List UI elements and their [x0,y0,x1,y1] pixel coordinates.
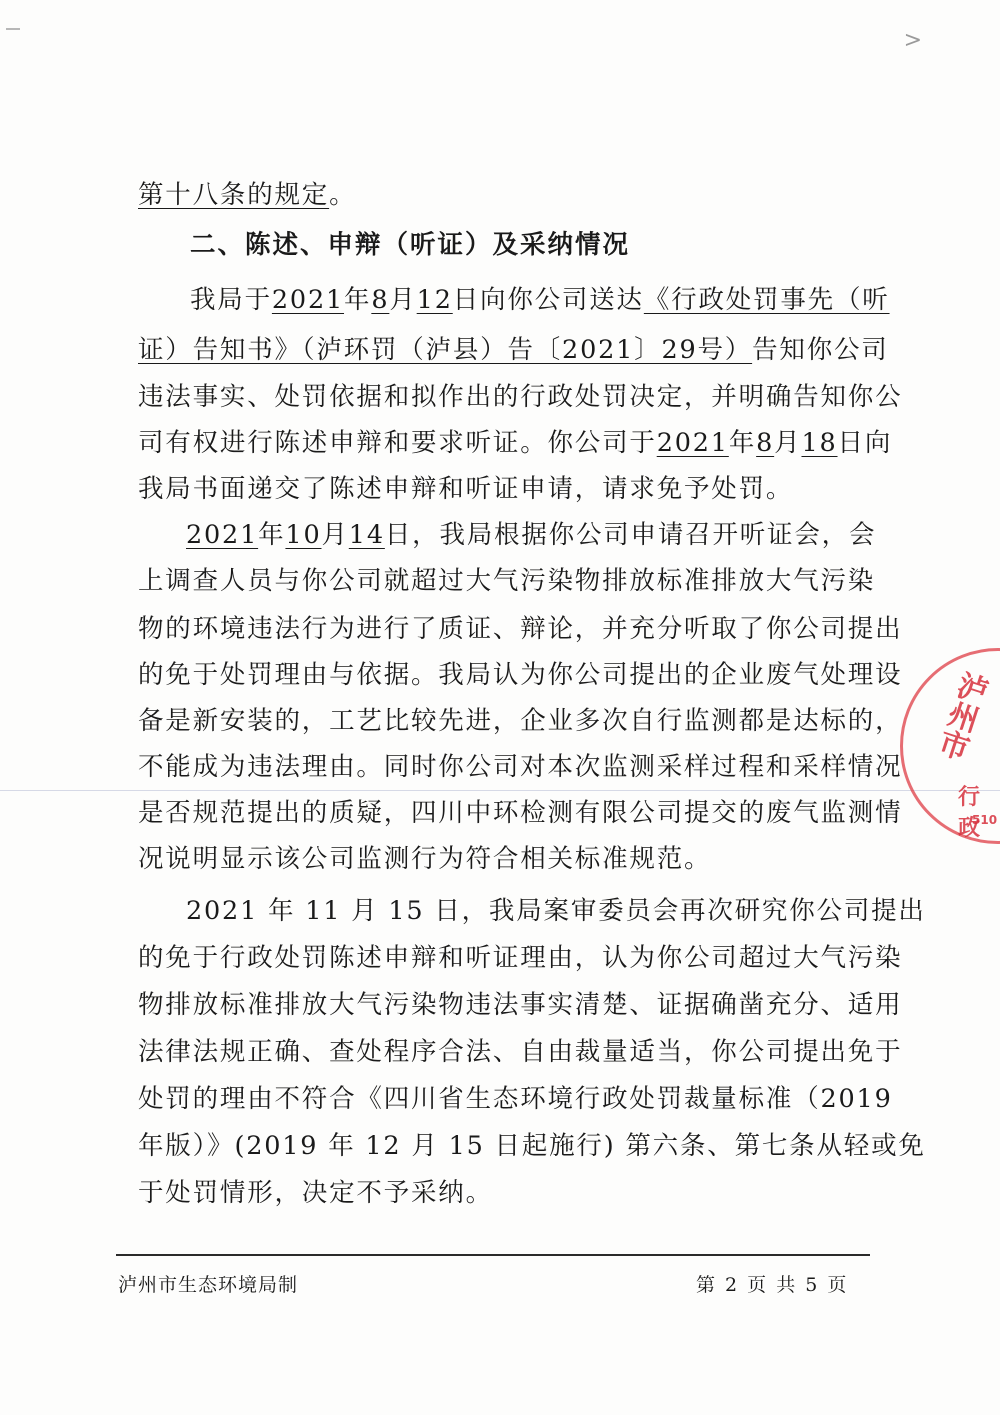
body-line-19: 法律法规正确、查处程序合法、自由裁量适当，你公司提出免于 [138,1037,903,1067]
body-line-3: 我局于2021年8月12日向你公司送达《行政处罚事先（听 [190,285,890,315]
body-line-8: 2021年10月14日，我局根据你公司申请召开听证会，会 [186,520,877,550]
body-line-17: 的免于行政处罚陈述申辩和听证理由，认为你公司超过大气污染 [138,943,903,973]
body-line-14: 是否规范提出的质疑，四川中环检测有限公司提交的废气监测情 [138,798,903,828]
body-line-1: 第十八条的规定。 [138,180,357,210]
footer-page-info: 第 2 页 共 5 页 [696,1274,849,1296]
body-line-21: 年版）》(2019 年 12 月 15 日起施行) 第六条、第七条从轻或免 [138,1131,926,1161]
section-heading: 二、陈述、申辩（听证）及采纳情况 [190,230,631,260]
body-line-9: 上调查人员与你公司就超过大气污染物排放标准排放大气污染 [138,566,876,596]
body-line-22: 于处罚情形，决定不予采纳。 [138,1178,493,1208]
body-line-11: 的免于处罚理由与依据。我局认为你公司提出的企业废气处理设 [138,660,903,690]
seal-text-bottom: 510 [972,813,998,827]
scan-arrow-mark: > [903,28,922,53]
footer-rule [116,1254,870,1256]
body-line-16: 2021 年 11 月 15 日，我局案审委员会再次研究你公司提出 [186,896,926,926]
body-line-10: 物的环境违法行为进行了质证、辩论，并充分听取了你公司提出 [138,614,903,644]
scan-mark [6,28,20,30]
seal-text-top: 泸州市 [929,666,992,764]
body-line-13: 不能成为违法理由。同时你公司对本次监测采样过程和采样情况 [138,752,903,782]
footer-issuer: 泸州市生态环境局制 [118,1274,299,1296]
body-line-20: 处罚的理由不符合《四川省生态环境行政处罚裁量标准（2019 [138,1084,893,1114]
body-line-15: 况说明显示该公司监测行为符合相关标准规范。 [138,844,712,874]
body-line-7: 我局书面递交了陈述申辩和听证申请，请求免予处罚。 [138,474,794,504]
body-line-6: 司有权进行陈述申辩和要求听证。你公司于2021年8月18日向 [138,428,893,458]
body-line-12: 备是新安装的，工艺比较先进，企业多次自行监测都是达标的， [138,706,903,736]
body-line-4: 证）告知书》（泸环罚（泸县）告〔2021〕29号）告知你公司 [138,335,889,365]
body-line-5: 违法事实、处罚依据和拟作出的行政处罚决定，并明确告知你公 [138,382,903,412]
body-line-18: 物排放标准排放大气污染物违法事实清楚、证据确凿充分、适用 [138,990,903,1020]
seal-text-mid: 行政 [958,785,981,841]
scan-line [0,790,1000,791]
